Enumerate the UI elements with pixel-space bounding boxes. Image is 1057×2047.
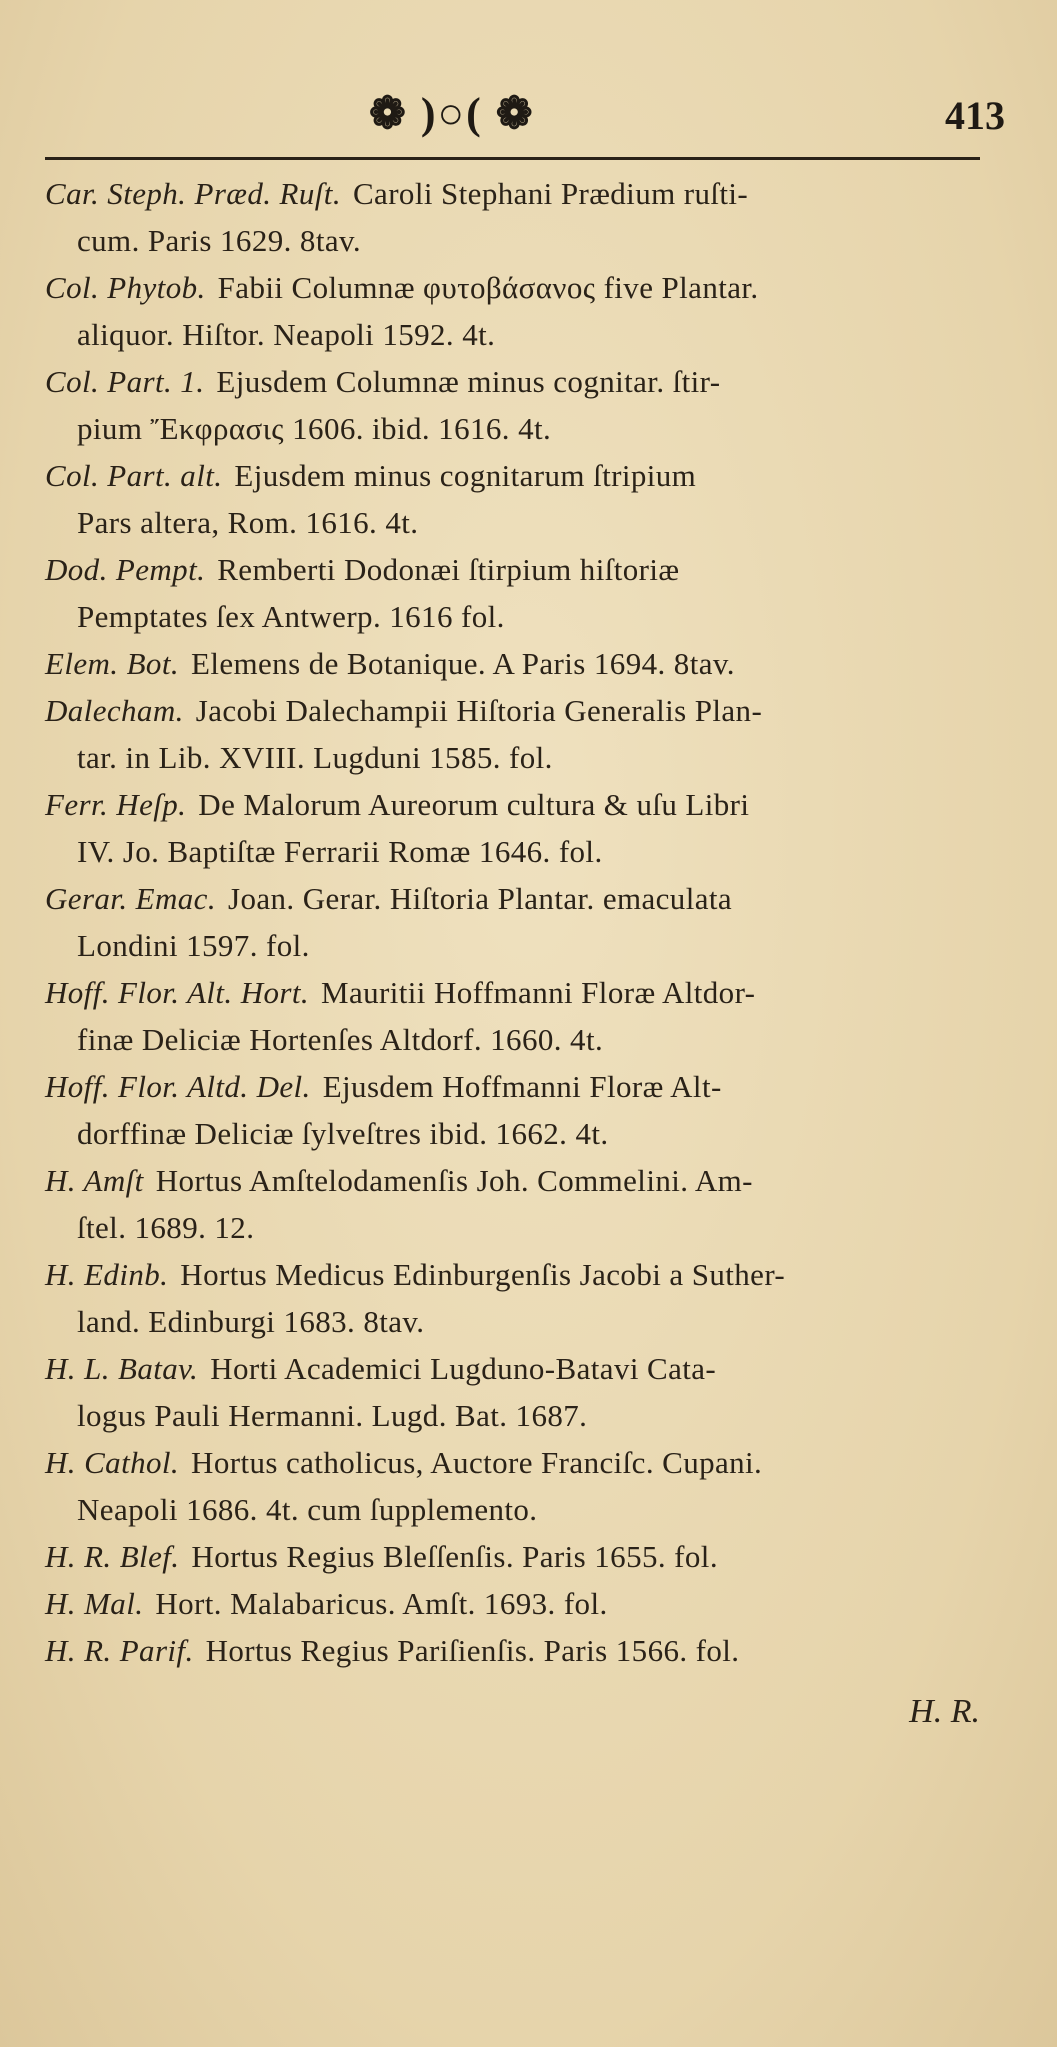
entry-text: Hortus Medicus Edinburgenſis Jacobi a Suther- [180,1257,786,1292]
entry-abbreviation: H. Cathol. [45,1445,180,1480]
bibliography-entry [45,358,1010,452]
bibliography-entry [45,1580,1010,1627]
entry-abbreviation: Col. Part. 1. [45,364,205,399]
entry-text: aliquor. Hiſtor. Neapoli 1592. 4t. [77,317,496,352]
bibliography-entry [45,687,1010,781]
bibliography-entry [45,1157,1010,1251]
entry-text: finæ Deliciæ Hortenſes Altdorf. 1660. 4t. [77,1022,604,1057]
catchword: H. R. [909,1693,980,1730]
entry-first-line [45,969,1010,1016]
entry-text: dorffinæ Deliciæ ſylveſtres ibid. 1662. 4t. [77,1116,609,1151]
bibliography-entry [45,781,1010,875]
entry-abbreviation: Col. Part. alt. [45,458,223,493]
bibliography-entry [45,1251,1010,1345]
entry-text: Fabii Columnæ φυτοβάσανος five Plantar. [217,270,759,305]
entry-text: land. Edinburgi 1683. 8tav. [77,1304,425,1339]
entry-abbreviation: Elem. Bot. [45,646,179,681]
entry-continuation-line [45,1204,1010,1251]
entry-text: Londini 1597. fol. [77,928,310,963]
entry-abbreviation: Dod. Pempt. [45,552,206,587]
entry-continuation-line [45,734,1010,781]
bibliography-entry [45,1439,1010,1533]
entry-continuation-line [45,1392,1010,1439]
entry-text: cum. Paris 1629. 8tav. [77,223,362,258]
entry-abbreviation: H. Amſt [45,1163,144,1198]
entry-abbreviation: Hoff. Flor. Altd. Del. [45,1069,311,1104]
page-number: 413 [945,93,1005,138]
entry-text: IV. Jo. Baptiſtæ Ferrarii Romæ 1646. fol. [77,834,603,869]
entry-continuation-line [45,499,1010,546]
entry-text: Hort. Malabaricus. Amſt. 1693. fol. [155,1586,608,1621]
bibliography-list [45,170,1010,1735]
entry-continuation-line [45,593,1010,640]
entry-first-line [45,452,1010,499]
entry-text: De Malorum Aureorum cultura & uſu Libri [198,787,750,822]
entry-first-line [45,687,1010,734]
entry-abbreviation: H. Mal. [45,1586,144,1621]
entry-text: Ejusdem minus cognitarum ſtripium [234,458,697,493]
entry-abbreviation: Hoff. Flor. Alt. Hort. [45,975,310,1010]
entry-text: Joan. Gerar. Hiſtoria Plantar. emaculata [227,881,733,916]
entry-text: Hortus Amſtelodamenſis Joh. Commelini. Am- [155,1163,753,1198]
bibliography-entry [45,640,1010,687]
entry-first-line [45,1063,1010,1110]
entry-continuation-line [45,217,1010,264]
entry-abbreviation: Dalecham. [45,693,184,728]
entry-first-line [45,1439,1010,1486]
header-ornament: ❁ )○( ❁ [369,89,535,138]
entry-first-line [45,170,1010,217]
entry-text: pium Ἔκφρασις 1606. ibid. 1616. 4t. [77,411,552,446]
entry-first-line [45,358,1010,405]
entry-first-line [45,1251,1010,1298]
entry-text: Elemens de Botanique. A Paris 1694. 8tav. [191,646,735,681]
entry-text: ſtel. 1689. 12. [77,1210,255,1245]
bibliography-entry [45,969,1010,1063]
entry-text: Hortus catholicus, Auctore Franciſc. Cupani. [191,1445,763,1480]
entry-first-line [45,1157,1010,1204]
entry-continuation-line [45,1486,1010,1533]
entry-text: Mauritii Hoffmanni Floræ Altdor- [321,975,756,1010]
bibliography-entry [45,170,1010,264]
entry-first-line [45,1580,1010,1627]
entry-abbreviation: Ferr. Heſp. [45,787,187,822]
entry-text: Remberti Dodonæi ſtirpium hiſtoriæ [217,552,680,587]
entry-first-line [45,1345,1010,1392]
bibliography-entry [45,264,1010,358]
entry-continuation-line [45,1016,1010,1063]
entry-continuation-line [45,1298,1010,1345]
entry-continuation-line [45,922,1010,969]
bibliography-entry [45,1345,1010,1439]
bibliography-entry [45,1063,1010,1157]
entry-first-line [45,546,1010,593]
entry-text: Horti Academici Lugduno-Batavi Cata- [210,1351,717,1386]
entry-abbreviation: H. R. Parif. [45,1633,194,1668]
bibliography-entry [45,1533,1010,1580]
entry-text: Pemptates ſex Antwerp. 1616 fol. [77,599,505,634]
bibliography-entry [45,452,1010,546]
entry-text: Pars altera, Rom. 1616. 4t. [77,505,419,540]
entry-continuation-line [45,828,1010,875]
header-rule [45,157,980,160]
entry-text: Jacobi Dalechampii Hiſtoria Generalis Plan- [195,693,763,728]
page-header [45,80,1005,160]
entry-text: Ejusdem Hoffmanni Floræ Alt- [322,1069,722,1104]
entry-text: tar. in Lib. XVIII. Lugduni 1585. fol. [77,740,553,775]
entry-first-line [45,781,1010,828]
entry-first-line [45,640,1010,687]
entry-text: Hortus Regius Pariſienſis. Paris 1566. fol. [205,1633,740,1668]
entry-first-line [45,264,1010,311]
entry-text: Caroli Stephani Prædium ruſti- [352,176,749,211]
entry-text: Neapoli 1686. 4t. cum ſupplemento. [77,1492,538,1527]
entry-text: Hortus Regius Bleſſenſis. Paris 1655. fol. [191,1539,718,1574]
entry-continuation-line [45,311,1010,358]
entry-text: logus Pauli Hermanni. Lugd. Bat. 1687. [77,1398,588,1433]
entry-continuation-line [45,1110,1010,1157]
bibliography-entry [45,546,1010,640]
entry-abbreviation: H. L. Batav. [45,1351,199,1386]
entry-abbreviation: Car. Steph. Præd. Ruſt. [45,176,341,211]
entry-abbreviation: H. R. Blef. [45,1539,180,1574]
bibliography-entry [45,1627,1010,1674]
entry-abbreviation: H. Edinb. [45,1257,169,1292]
entry-first-line [45,875,1010,922]
entry-continuation-line [45,405,1010,452]
entry-abbreviation: Col. Phytob. [45,270,206,305]
entry-text: Ejusdem Columnæ minus cognitar. ſtir- [216,364,721,399]
entry-first-line [45,1627,1010,1674]
bibliography-entry [45,875,1010,969]
entry-abbreviation: Gerar. Emac. [45,881,216,916]
entry-first-line [45,1533,1010,1580]
